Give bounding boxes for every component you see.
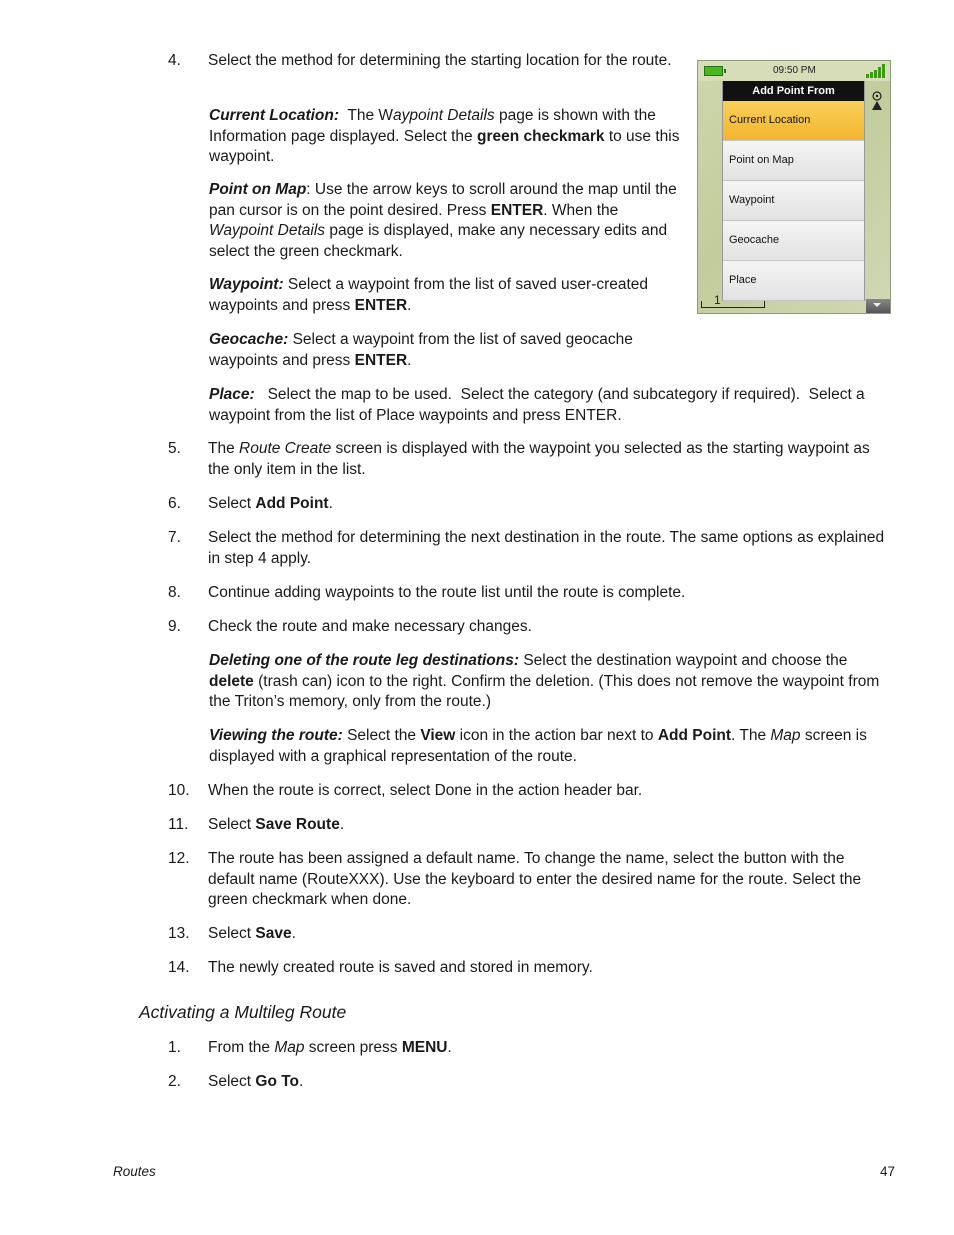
- option-waypoint: Waypoint: Select a waypoint from the list of saved user-created waypoints and press ENTER.: [209, 276, 649, 314]
- step-7: 7. Select the method for determining the next destination in the route. The same options as explained in step 4 apply.: [168, 529, 885, 567]
- menu-title: Add Point From: [723, 81, 864, 101]
- page-number: 47: [880, 1164, 896, 1179]
- step-8: 8. Continue adding waypoints to the route list until the route is complete.: [168, 584, 686, 601]
- menu-item-current-location[interactable]: Current Location: [723, 101, 864, 141]
- gps-icon: [870, 91, 884, 111]
- step-12: 12. The route has been assigned a default name. To change the name, select the button with the default name (RouteXXX). Use the keyboard to enter the desired name for the route. Select the green checkmark when done.: [168, 850, 862, 908]
- note-viewing-route: Viewing the route: Select the View icon in the action bar next to Add Point. The Map screen is displayed with a graphical representation of the route.: [209, 727, 867, 765]
- activate-step-1: 1. From the Map screen press MENU.: [168, 1039, 452, 1056]
- step-10: 10. When the route is correct, select Done in the action header bar.: [168, 782, 643, 799]
- menu-item-place[interactable]: Place: [723, 261, 864, 301]
- note-deleting-destinations: Deleting one of the route leg destinations: Select the destination waypoint and choose the delete (trash can) icon to the right. Confirm the deletion. (This does not remove the waypoint from the Triton’s memory, only from the route.): [209, 652, 880, 710]
- step-11: 11. Select Save Route.: [168, 816, 345, 833]
- option-current-location: Current Location: The Waypoint Details page is shown with the Information page displayed. Select the green checkmark to use this waypoint.: [209, 107, 680, 165]
- step-9: 9. Check the route and make necessary changes.: [168, 618, 532, 635]
- step-13: 13. Select Save.: [168, 925, 296, 942]
- step-6: 6. Select Add Point.: [168, 495, 333, 512]
- footer-section-name: Routes: [113, 1164, 156, 1179]
- chevron-down-icon[interactable]: [866, 299, 890, 313]
- menu-item-point-on-map[interactable]: Point on Map: [723, 141, 864, 181]
- option-geocache: Geocache: Select a waypoint from the list of saved geocache waypoints and press ENTER.: [209, 331, 633, 369]
- option-place: Place: Select the map to be used. Select the category (and subcategory if required). Select a waypoint from the list of Place waypoints and press ENTER.: [209, 386, 869, 424]
- menu-item-geocache[interactable]: Geocache: [723, 221, 864, 261]
- device-screenshot: [697, 60, 891, 314]
- activate-step-2: 2. Select Go To.: [168, 1073, 304, 1090]
- add-point-from-menu: [722, 81, 865, 301]
- menu-item-waypoint[interactable]: Waypoint: [723, 181, 864, 221]
- step-14: 14. The newly created route is saved and stored in memory.: [168, 959, 593, 976]
- device-time: 09:50 PM: [773, 65, 816, 76]
- map-scale-label: 1: [714, 293, 721, 307]
- option-point-on-map: Point on Map: Use the arrow keys to scroll around the map until the pan cursor is on the point desired. Press ENTER. When the Waypoint Details page is displayed, make any necessary edits and select the green checkmark.: [209, 181, 677, 260]
- step-4: 4. Select the method for determining the starting location for the route.: [168, 52, 672, 69]
- section-heading: Activating a Multileg Route: [139, 1002, 347, 1022]
- step-5: 5. The Route Create screen is displayed with the waypoint you selected as the starting waypoint as the only item in the list.: [168, 440, 870, 478]
- map-scale-bar: [701, 301, 765, 308]
